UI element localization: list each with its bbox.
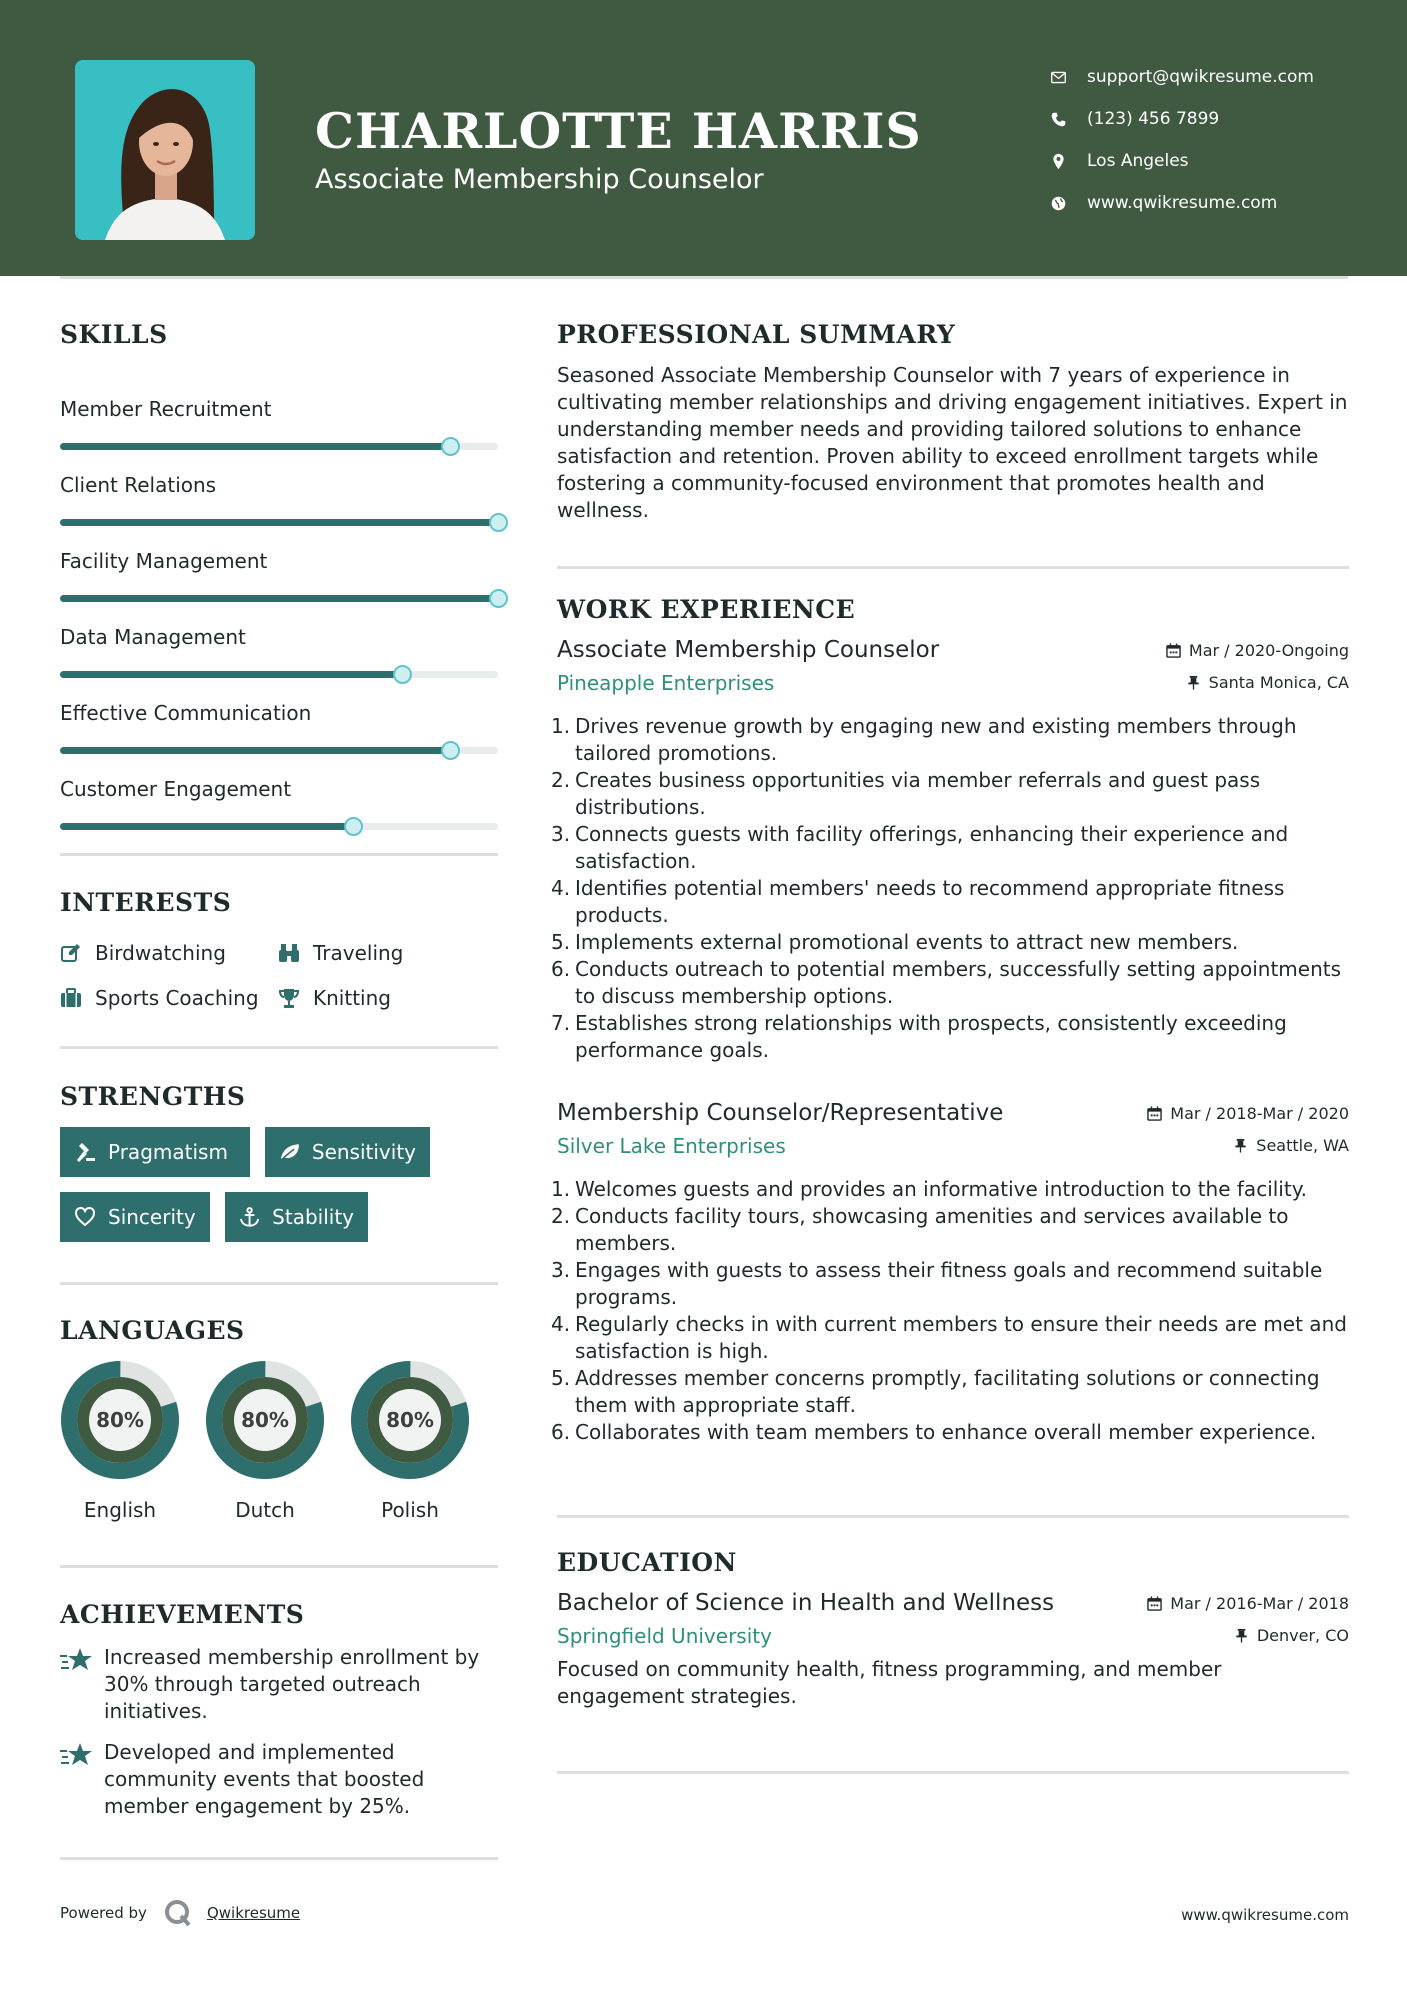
job-location-text: Seattle, WA xyxy=(1256,1136,1349,1155)
skill-item xyxy=(60,653,498,729)
contact-location xyxy=(1050,140,1370,182)
pushpin-icon xyxy=(1186,675,1201,690)
phone-icon xyxy=(1050,111,1087,128)
job-dates xyxy=(1147,1104,1349,1123)
duty-text: Welcomes guests and provides an informative introduction to the facility. xyxy=(575,1177,1308,1201)
education-location-text: Denver, CO xyxy=(1256,1626,1349,1645)
duty-item xyxy=(551,821,1349,875)
achievement-text: Developed and implemented community events that boosted member engagement by 25%. xyxy=(104,1740,425,1818)
strength-label: Stability xyxy=(272,1205,354,1229)
duty-number: 4. xyxy=(551,1312,571,1336)
interests-heading: INTERESTS xyxy=(60,888,232,917)
contact-email[interactable] xyxy=(1050,56,1370,98)
duty-text: Addresses member concerns promptly, facilitating solutions or connecting them with appropriate staff. xyxy=(575,1366,1320,1417)
duty-number: 1. xyxy=(551,714,571,738)
duty-item xyxy=(551,1010,1349,1064)
contact-phone[interactable] xyxy=(1050,98,1370,140)
skill-bar-fill xyxy=(60,823,353,830)
languages-section xyxy=(60,1316,498,1522)
job-location-text: Santa Monica, CA xyxy=(1208,673,1349,692)
duty-number: 3. xyxy=(551,1258,571,1282)
job-entry xyxy=(551,637,1349,1064)
education-heading: EDUCATION xyxy=(557,1548,737,1577)
interest-label: Traveling xyxy=(313,941,404,965)
duty-item xyxy=(551,1203,1349,1257)
star-icon xyxy=(60,1741,94,1769)
contact-phone-text: (123) 456 7899 xyxy=(1087,109,1220,129)
candidate-title: Associate Membership Counselor xyxy=(315,164,764,195)
language-item xyxy=(205,1360,325,1522)
duty-text: Establishes strong relationships with prospects, consistently exceeding performance goals. xyxy=(575,1011,1287,1062)
duty-number: 2. xyxy=(551,768,571,792)
language-name: English xyxy=(83,1498,157,1522)
duty-item xyxy=(551,713,1349,767)
powered-by-text: Powered by xyxy=(60,1904,147,1922)
school-name: Springfield University xyxy=(557,1624,772,1648)
duty-item xyxy=(551,875,1349,929)
duty-item xyxy=(551,1365,1349,1419)
location-pin-icon xyxy=(1050,153,1087,170)
language-percent: 80% xyxy=(386,1408,434,1432)
duty-item xyxy=(551,1419,1349,1446)
strength-tag xyxy=(60,1192,210,1242)
qwikresume-link[interactable]: Qwikresume xyxy=(206,1904,301,1922)
job-duties xyxy=(551,713,1349,1064)
candidate-name: CHARLOTTE HARRIS xyxy=(315,102,922,160)
globe-icon xyxy=(1050,195,1087,212)
section-divider xyxy=(557,1771,1349,1774)
achievement-item xyxy=(60,1644,498,1725)
strengths-heading: STRENGTHS xyxy=(60,1082,246,1111)
job-location xyxy=(1186,673,1349,692)
language-item xyxy=(60,1360,180,1522)
strength-label: Sincerity xyxy=(108,1205,196,1229)
duty-number: 7. xyxy=(551,1011,571,1035)
contact-website-text: www.qwikresume.com xyxy=(1087,193,1278,213)
education-dates-text: Mar / 2016-Mar / 2018 xyxy=(1170,1594,1349,1613)
skill-name: Customer Engagement xyxy=(60,777,292,801)
skill-item xyxy=(60,425,498,501)
strength-tag xyxy=(265,1127,430,1177)
skills-section xyxy=(60,320,498,805)
strength-label: Pragmatism xyxy=(108,1140,228,1164)
leaf-icon xyxy=(279,1141,300,1163)
job-dates-text: Mar / 2018-Mar / 2020 xyxy=(1170,1104,1349,1123)
gavel-icon xyxy=(74,1141,96,1163)
achievements-heading: ACHIEVEMENTS xyxy=(60,1600,305,1629)
skill-name: Member Recruitment xyxy=(60,397,272,421)
duty-number: 5. xyxy=(551,930,571,954)
skill-name: Data Management xyxy=(60,625,246,649)
language-name: Polish xyxy=(381,1498,439,1522)
duty-text: Regularly checks in with current members to ensure their needs are met and satisfaction is high. xyxy=(575,1312,1347,1363)
language-name: Dutch xyxy=(235,1498,295,1522)
skill-name: Effective Communication xyxy=(60,701,312,725)
envelope-icon xyxy=(1050,69,1087,86)
section-divider xyxy=(557,1515,1349,1518)
achievements-section xyxy=(60,1600,498,1818)
duty-number: 5. xyxy=(551,1366,571,1390)
interest-item xyxy=(60,941,226,965)
section-divider xyxy=(557,566,1349,569)
education-dates xyxy=(1147,1594,1349,1613)
footer-website[interactable]: www.qwikresume.com xyxy=(1181,1906,1349,1924)
interests-section xyxy=(60,888,498,1027)
education-section xyxy=(557,1548,1349,1708)
experience-heading: WORK EXPERIENCE xyxy=(557,595,856,624)
education-location xyxy=(1234,1626,1349,1645)
calendar-icon xyxy=(1166,643,1181,658)
profile-photo xyxy=(75,60,255,240)
duty-item xyxy=(551,1257,1349,1311)
avatar xyxy=(75,60,255,240)
skill-item xyxy=(60,577,498,653)
contact-website[interactable] xyxy=(1050,182,1370,224)
duty-item xyxy=(551,1311,1349,1365)
section-divider xyxy=(60,1282,498,1285)
duty-text: Drives revenue growth by engaging new and existing members through tailored promotions. xyxy=(575,714,1297,765)
skills-heading: SKILLS xyxy=(60,320,168,349)
degree-title: Bachelor of Science in Health and Wellness xyxy=(557,1590,1055,1616)
interest-item xyxy=(60,986,259,1010)
job-duties xyxy=(551,1176,1349,1446)
star-icon xyxy=(60,1646,94,1674)
interest-label: Sports Coaching xyxy=(95,986,259,1010)
duty-text: Conducts facility tours, showcasing amenities and services available to members. xyxy=(575,1204,1289,1255)
company-name: Silver Lake Enterprises xyxy=(557,1134,786,1158)
job-title: Associate Membership Counselor xyxy=(557,637,940,663)
strength-tag xyxy=(60,1127,250,1177)
duty-text: Creates business opportunities via member referrals and guest pass distributions. xyxy=(575,768,1261,819)
pencil-square-icon xyxy=(60,942,82,964)
summary-text: Seasoned Associate Membership Counselor with 7 years of experience in cultivating member relationships and driving engagement initiatives. Expert in understanding member needs and providing tailored solutions to enhance satisfaction and retention. Proven ability to exceed enrollment targets while fostering a community-focused environment that promotes health and wellness. xyxy=(557,363,1348,522)
experience-section xyxy=(551,595,1349,1444)
duty-text: Implements external promotional events to attract new members. xyxy=(575,930,1239,954)
contact-list xyxy=(1050,56,1370,224)
language-donut xyxy=(60,1360,180,1480)
skill-item xyxy=(60,501,498,577)
trophy-icon xyxy=(278,987,300,1009)
pushpin-icon xyxy=(1233,1138,1248,1153)
education-description: Focused on community health, fitness programming, and member engagement strategies. xyxy=(557,1657,1222,1708)
calendar-icon xyxy=(1147,1106,1162,1121)
duty-text: Conducts outreach to potential members, successfully setting appointments to discuss membership options. xyxy=(575,957,1342,1008)
section-divider xyxy=(60,1857,498,1860)
language-item xyxy=(350,1360,470,1522)
skill-name: Client Relations xyxy=(60,473,217,497)
duty-number: 6. xyxy=(551,1420,571,1444)
duty-item xyxy=(551,767,1349,821)
section-divider xyxy=(60,1565,498,1568)
job-dates-text: Mar / 2020-Ongoing xyxy=(1188,641,1349,660)
summary-section xyxy=(557,320,1349,524)
duty-number: 2. xyxy=(551,1204,571,1228)
skill-item xyxy=(60,729,498,805)
duty-text: Identifies potential members' needs to recommend appropriate fitness products. xyxy=(575,876,1285,927)
skill-name: Facility Management xyxy=(60,549,268,573)
duty-item xyxy=(551,1176,1349,1203)
duty-number: 4. xyxy=(551,876,571,900)
job-dates xyxy=(1166,641,1349,660)
skill-item xyxy=(60,349,498,425)
duty-item xyxy=(551,929,1349,956)
job-location xyxy=(1233,1136,1349,1155)
heart-icon xyxy=(74,1206,96,1228)
duty-item xyxy=(551,956,1349,1010)
binoculars-icon xyxy=(278,942,300,964)
language-percent: 80% xyxy=(241,1408,289,1432)
calendar-icon xyxy=(1147,1596,1162,1611)
strength-label: Sensitivity xyxy=(311,1140,416,1164)
interest-item xyxy=(278,986,391,1010)
strengths-section xyxy=(60,1082,498,1262)
section-divider xyxy=(60,853,498,856)
duty-number: 6. xyxy=(551,957,571,981)
education-entry xyxy=(557,1590,1349,1710)
strength-tag xyxy=(225,1192,368,1242)
header-divider xyxy=(60,276,1348,279)
briefcase-icon xyxy=(60,987,82,1009)
skills-list xyxy=(60,349,498,805)
achievement-text: Increased membership enrollment by 30% through targeted outreach initiatives. xyxy=(104,1645,480,1723)
language-donut xyxy=(205,1360,325,1480)
contact-email-text: support@qwikresume.com xyxy=(1087,67,1314,87)
language-donut xyxy=(350,1360,470,1480)
contact-location-text: Los Angeles xyxy=(1087,151,1189,171)
duty-text: Engages with guests to assess their fitness goals and recommend suitable programs. xyxy=(575,1258,1323,1309)
duty-number: 1. xyxy=(551,1177,571,1201)
interests-list xyxy=(60,917,498,1027)
anchor-icon xyxy=(239,1206,260,1228)
duty-number: 3. xyxy=(551,822,571,846)
resume-header xyxy=(0,0,1407,276)
qwikresume-logo-icon xyxy=(163,1898,193,1928)
interest-label: Birdwatching xyxy=(95,941,226,965)
skill-bar-track xyxy=(60,823,498,830)
pushpin-icon xyxy=(1234,1628,1249,1643)
languages-heading: LANGUAGES xyxy=(60,1316,245,1345)
skill-bar-knob xyxy=(344,817,363,836)
achievement-item xyxy=(60,1739,498,1820)
duty-text: Connects guests with facility offerings, enhancing their experience and satisfaction. xyxy=(575,822,1289,873)
interest-item xyxy=(278,941,403,965)
interest-label: Knitting xyxy=(313,986,391,1010)
language-percent: 80% xyxy=(96,1408,144,1432)
footer-powered-by xyxy=(60,1898,300,1928)
duty-text: Collaborates with team members to enhance overall member experience. xyxy=(575,1420,1317,1444)
section-divider xyxy=(60,1046,498,1049)
job-entry xyxy=(551,1100,1349,1446)
job-title: Membership Counselor/Representative xyxy=(557,1100,1004,1126)
company-name: Pineapple Enterprises xyxy=(557,671,775,695)
summary-heading: PROFESSIONAL SUMMARY xyxy=(557,320,956,349)
